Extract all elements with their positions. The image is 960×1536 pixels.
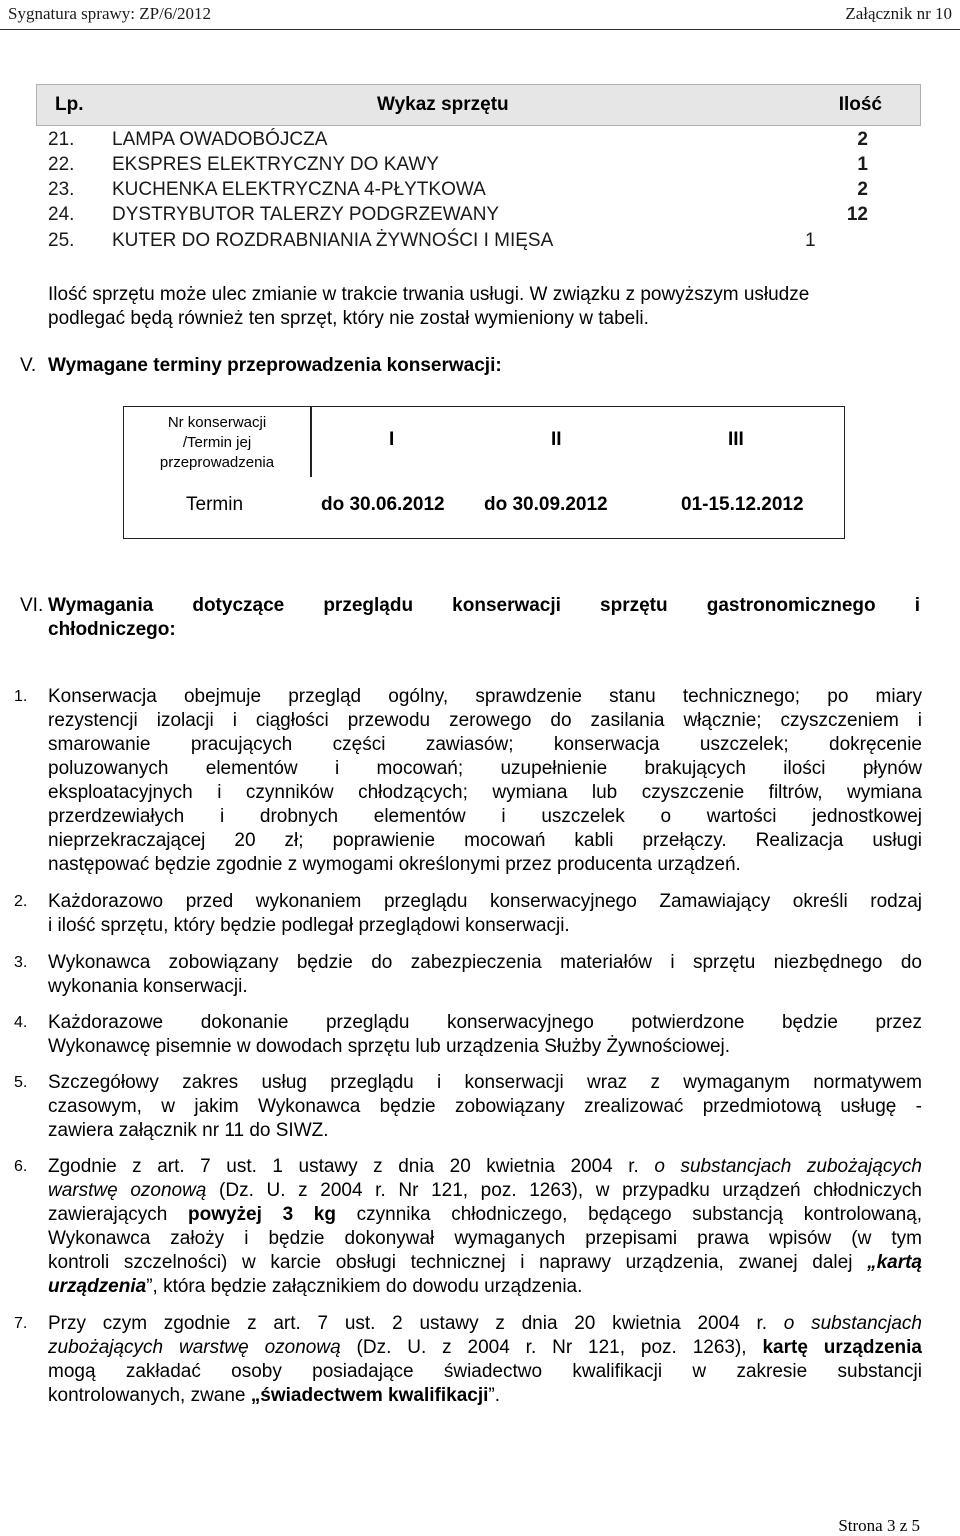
equipment-qty: 2: [857, 129, 868, 150]
page-number: Strona 3 z 5: [838, 1516, 920, 1535]
text-line: Każdorazowe dokonanie przeglądu konserwacyjnego potwierdzone będzie przez: [48, 1012, 922, 1033]
text-run: Zgodnie z art. 7 ust. 1 ustawy z dnia 20 kwietnia 2004 r.: [48, 1156, 655, 1177]
text-line: smarowanie pracujących części zawiasów; konserwacja uszczelek; dokręcenie: [48, 734, 922, 755]
schedule-header-label: [124, 413, 310, 473]
text-run-bold-italic: urządzenia: [48, 1276, 147, 1297]
row-number: 21.: [48, 129, 75, 150]
text-run-italic: o substancjach zubożających: [654, 1156, 922, 1177]
text-line: Konserwacja obejmuje przegląd ogólny, sprawdzenie stanu technicznego; po miary: [48, 686, 922, 707]
equipment-name: DYSTRYBUTOR TALERZY PODGRZEWANY: [112, 204, 500, 225]
equipment-name: LAMPA OWADOBÓJCZA: [112, 129, 328, 150]
item-number: 2.: [14, 893, 28, 910]
note-line: Ilość sprzętu może ulec zmianie w trakcie trwania usługi. W związku z powyższym usłudze: [48, 284, 810, 305]
maintenance-no-2: II: [551, 429, 562, 450]
term-2: do 30.09.2012: [484, 494, 608, 515]
note-line: podlegać będą również ten sprzęt, który nie został wymieniony w tabeli.: [48, 308, 649, 329]
item-text: [48, 685, 922, 877]
attachment-number: Załącznik nr 10: [845, 4, 952, 23]
text-run-bold: „świadectwem kwalifikacji: [250, 1385, 489, 1406]
item-text: [48, 890, 922, 938]
text-line: [48, 1312, 922, 1336]
section-number: VI.: [20, 595, 44, 616]
section-heading: Wymagane terminy przeprowadzenia konserwacji:: [48, 355, 502, 376]
text-line: czasowym, w jakim Wykonawca będzie zobowiązany zrealizować przedmiotową usługę -: [48, 1096, 922, 1117]
header-label-line: przeprowadzenia: [159, 454, 275, 471]
text-run: czynnika chłodniczego, będącego substancją kontrolowaną,: [335, 1204, 923, 1225]
item-number: 6.: [14, 1158, 28, 1175]
col-quantity: Ilość: [838, 94, 882, 115]
item-text: [48, 1011, 922, 1059]
equipment-name: KUCHENKA ELEKTRYCZNA 4-PŁYTKOWA: [112, 179, 486, 200]
text-line: Każdorazowo przed wykonaniem przeglądu konserwacyjnego Zamawiający określi rodzaj: [48, 891, 922, 912]
equipment-note: [48, 283, 922, 331]
text-line: [48, 1179, 922, 1203]
text-run: ”, która będzie załącznikiem do dowodu urządzenia.: [146, 1276, 583, 1297]
text-line: wykonania konserwacji.: [48, 976, 248, 997]
item-text: [48, 1155, 922, 1299]
text-line: następować będzie zgodnie z wymogami określonymi przez producenta urządzeń.: [48, 854, 741, 875]
table-row: [0, 129, 960, 153]
text-run-bold: kartę urządzenia: [762, 1337, 922, 1358]
section-heading-cont: chłodniczego:: [48, 619, 176, 640]
item-number: 4.: [14, 1014, 28, 1031]
equipment-qty: 1: [857, 154, 868, 175]
item-number: 5.: [14, 1074, 28, 1091]
section-vi-line1: [20, 594, 920, 618]
equipment-table-header: [36, 84, 921, 126]
text-line: eksploatacyjnych i czynników chłodzących; wymiana lub czyszczenie filtrów, wymiana: [48, 782, 922, 803]
page-header: [0, 0, 960, 30]
row-number: 23.: [48, 179, 75, 200]
text-run-italic: warstwę ozonową: [48, 1180, 207, 1201]
text-line: przerdzewiałych i drobnych elementów i uszczelek o wartości jednostkowej: [48, 806, 922, 827]
text-line: [48, 1251, 922, 1275]
section-number: V.: [20, 355, 37, 376]
text-line: nieprzekraczającej 20 zł; poprawienie mocowań kabli przełączy. Realizacja usługi: [48, 830, 922, 851]
table-row: [0, 230, 960, 254]
item-text: [48, 951, 922, 999]
case-signature: Sygnatura sprawy: ZP/6/2012: [8, 4, 212, 23]
header-rule: [0, 29, 960, 30]
header-label-line: /Termin jej: [182, 434, 252, 451]
text-run: kontrolowanych, zwane: [48, 1385, 251, 1406]
text-line: [48, 1275, 922, 1299]
text-run: zawierających: [48, 1204, 188, 1225]
text-run-bold-italic: „kartą: [867, 1252, 922, 1273]
text-line: [48, 1155, 922, 1179]
text-line: [48, 1336, 922, 1360]
equipment-qty: 1: [805, 230, 816, 251]
text-line: zawiera załącznik nr 11 do SIWZ.: [48, 1120, 329, 1141]
item-number: 1.: [14, 688, 28, 705]
row-number: 24.: [48, 204, 75, 225]
maintenance-schedule-table: [123, 406, 845, 539]
term-label: Termin: [186, 494, 244, 515]
maintenance-no-3: III: [728, 429, 744, 450]
section-vi-title: [20, 594, 920, 642]
table-row: [0, 179, 960, 203]
term-1: do 30.06.2012: [321, 494, 445, 515]
text-line: Szczegółowy zakres usług przeglądu i konserwacji wraz z wymaganym normatywem: [48, 1072, 922, 1093]
equipment-qty: 12: [846, 204, 868, 225]
table-divider: [310, 407, 312, 477]
text-line: Wykonawcę pisemnie w dowodach sprzętu lub urządzenia Służby Żywnościowej.: [48, 1036, 731, 1057]
item-text: [48, 1312, 922, 1408]
text-line: rezystencji izolacji i ciągłości przewodu zerowego do zasilania włącznie; czyszczeniem i: [48, 710, 922, 731]
row-number: 22.: [48, 154, 75, 175]
text-line: mogą zakładać osoby posiadające świadectwo kwalifikacji w zakresie substancji: [48, 1361, 922, 1382]
text-run: ”.: [488, 1385, 501, 1406]
term-3: 01-15.12.2012: [681, 494, 804, 515]
item-number: 7.: [14, 1315, 28, 1332]
equipment-name: KUTER DO ROZDRABNIANIA ŻYWNOŚCI I MIĘSA: [112, 230, 554, 251]
text-run: (Dz. U. z 2004 r. Nr 121, poz. 1263), w przypadku urządzeń chłodniczych: [206, 1180, 922, 1201]
maintenance-no-1: I: [389, 429, 395, 450]
text-run: kontroli szczelności) w karcie obsługi technicznej i naprawy urządzenia, zwanej dalej: [48, 1252, 868, 1273]
section-heading: Wymagania dotyczące przeglądu konserwacji sprzętu gastronomicznego i: [48, 595, 920, 616]
equipment-qty: 2: [857, 179, 868, 200]
text-run-bold: powyżej 3 kg: [188, 1204, 336, 1225]
text-line: Wykonawca założy i będzie dokonywał wymaganych przepisami prawa wpisów (w tym: [48, 1228, 922, 1249]
text-run-italic: o substancjach: [783, 1313, 923, 1334]
text-run: (Dz. U. z 2004 r. Nr 121, poz. 1263),: [340, 1337, 763, 1358]
col-lp: Lp.: [55, 94, 84, 115]
text-line: Wykonawca zobowiązany będzie do zabezpieczenia materiałów i sprzętu niezbędnego do: [48, 952, 922, 973]
text-line: i ilość sprzętu, który będzie podlegał przeglądowi konserwacji.: [48, 915, 570, 936]
text-line: poluzowanych elementów i mocowań; uzupełnienie brakujących ilości płynów: [48, 758, 922, 779]
table-row: [0, 154, 960, 178]
header-label-line: Nr konserwacji: [167, 414, 267, 431]
item-text: [48, 1071, 922, 1143]
item-number: 3.: [14, 954, 28, 971]
row-number: 25.: [48, 230, 75, 251]
text-run-italic: zubożających warstwę ozonową: [48, 1337, 341, 1358]
col-equipment-list: Wykaz sprzętu: [377, 94, 509, 115]
section-v-title: [20, 355, 502, 377]
text-line: [48, 1203, 922, 1227]
equipment-name: EKSPRES ELEKTRYCZNY DO KAWY: [112, 154, 439, 175]
table-row: [0, 204, 960, 228]
text-run: Przy czym zgodnie z art. 7 ust. 2 ustawy z dnia 20 kwietnia 2004 r.: [48, 1313, 784, 1334]
text-line: [48, 1384, 922, 1408]
